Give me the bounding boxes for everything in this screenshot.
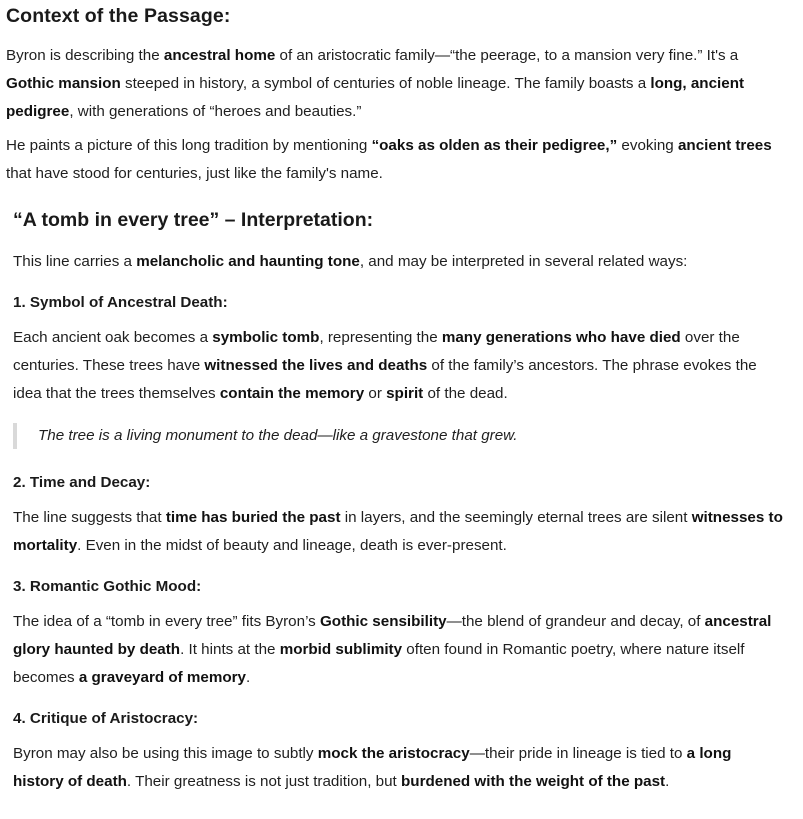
text-run: over the centuries. These trees have xyxy=(13,329,740,374)
bold-text: time has buried the past xyxy=(165,509,341,526)
section-title-time-decay: 2. Time and Decay: xyxy=(13,474,151,491)
interpretation-heading: “A tomb in every tree” – Interpretation: xyxy=(13,209,374,231)
text-run: of an aristocratic family—“the peerage, to a mansion very fine.” It's a xyxy=(275,47,739,64)
text-run: evoking xyxy=(617,137,678,154)
text-run: —their pride in lineage is tied to xyxy=(469,745,687,762)
bold-text: long, ancient pedigree xyxy=(6,75,745,120)
context-heading: Context of the Passage: xyxy=(6,5,231,27)
text-run: —the blend of grandeur and decay, of xyxy=(446,613,705,630)
text-run: Byron may also be using this image to subtly xyxy=(13,745,318,762)
bold-text: symbolic tomb xyxy=(212,329,320,346)
text-run: often found in Romantic poetry, where nature itself becomes xyxy=(13,641,745,686)
text-run: in layers, and the seemingly eternal trees are silent xyxy=(340,509,692,526)
blockquote-text: The tree is a living monument to the dead—like a gravestone that grew. xyxy=(38,427,518,444)
bold-text: Gothic sensibility xyxy=(319,613,447,630)
text-run: . xyxy=(246,669,251,686)
text-run: . Their greatness is not just tradition, but xyxy=(126,773,402,790)
bold-text: melancholic and haunting tone xyxy=(136,253,360,270)
section-title-aristocracy: 4. Critique of Aristocracy: xyxy=(13,710,199,727)
text-run: Byron is describing the xyxy=(6,47,164,64)
section-title-gothic-mood: 3. Romantic Gothic Mood: xyxy=(13,578,202,595)
bold-text: mock the aristocracy xyxy=(317,745,470,762)
text-run: . xyxy=(665,773,670,790)
text-run: , with generations of “heroes and beauties.” xyxy=(69,103,362,120)
bold-text: witnessed the lives and deaths xyxy=(204,357,428,374)
section-body-ancestral-death xyxy=(13,324,783,408)
text-run: Each ancient oak becomes a xyxy=(13,329,213,346)
bold-text: ancient trees xyxy=(677,137,772,154)
bold-text: a graveyard of memory xyxy=(78,669,246,686)
bold-text: Gothic mansion xyxy=(6,75,121,92)
text-run: . It hints at the xyxy=(180,641,280,658)
bold-text: many generations who have died xyxy=(441,329,681,346)
bold-text: ancestral home xyxy=(163,47,276,64)
text-run: , and may be interpreted in several related ways: xyxy=(359,253,688,270)
section-body-aristocracy xyxy=(13,740,783,796)
text-run: The idea of a “tomb in every tree” fits Byron’s xyxy=(13,613,320,630)
context-paragraph-2 xyxy=(6,132,786,188)
text-run: that have stood for centuries, just like the family's name. xyxy=(6,165,383,182)
bold-text: burdened with the weight of the past xyxy=(401,773,666,790)
blockquote-bar xyxy=(13,423,17,449)
context-paragraph-1 xyxy=(6,42,786,126)
text-run: He paints a picture of this long tradition by mentioning xyxy=(6,137,372,154)
text-run: of the dead. xyxy=(423,385,508,402)
bold-text: “oaks as olden as their pedigree,” xyxy=(371,137,618,154)
interpretation-intro xyxy=(13,248,783,276)
blockquote xyxy=(13,423,773,449)
text-run: of the family’s ancestors. The phrase evokes the idea that the trees themselves xyxy=(13,357,757,402)
bold-text: ancestral glory haunted by death xyxy=(13,613,772,658)
bold-text: spirit xyxy=(386,385,424,402)
text-run: The line suggests that xyxy=(13,509,166,526)
section-body-gothic-mood xyxy=(13,608,783,692)
section-title-ancestral-death: 1. Symbol of Ancestral Death: xyxy=(13,294,228,311)
bold-text: morbid sublimity xyxy=(279,641,403,658)
section-body-time-decay xyxy=(13,504,783,560)
text-run: steeped in history, a symbol of centuries of noble lineage. The family boasts a xyxy=(120,75,651,92)
text-run: , representing the xyxy=(319,329,442,346)
text-run: . Even in the midst of beauty and lineage, death is ever-present. xyxy=(77,537,507,554)
bold-text: a long history of death xyxy=(13,745,732,790)
text-run: or xyxy=(364,385,387,402)
bold-text: contain the memory xyxy=(219,385,365,402)
text-run: This line carries a xyxy=(13,253,137,270)
bold-text: witnesses to mortality xyxy=(13,509,783,554)
